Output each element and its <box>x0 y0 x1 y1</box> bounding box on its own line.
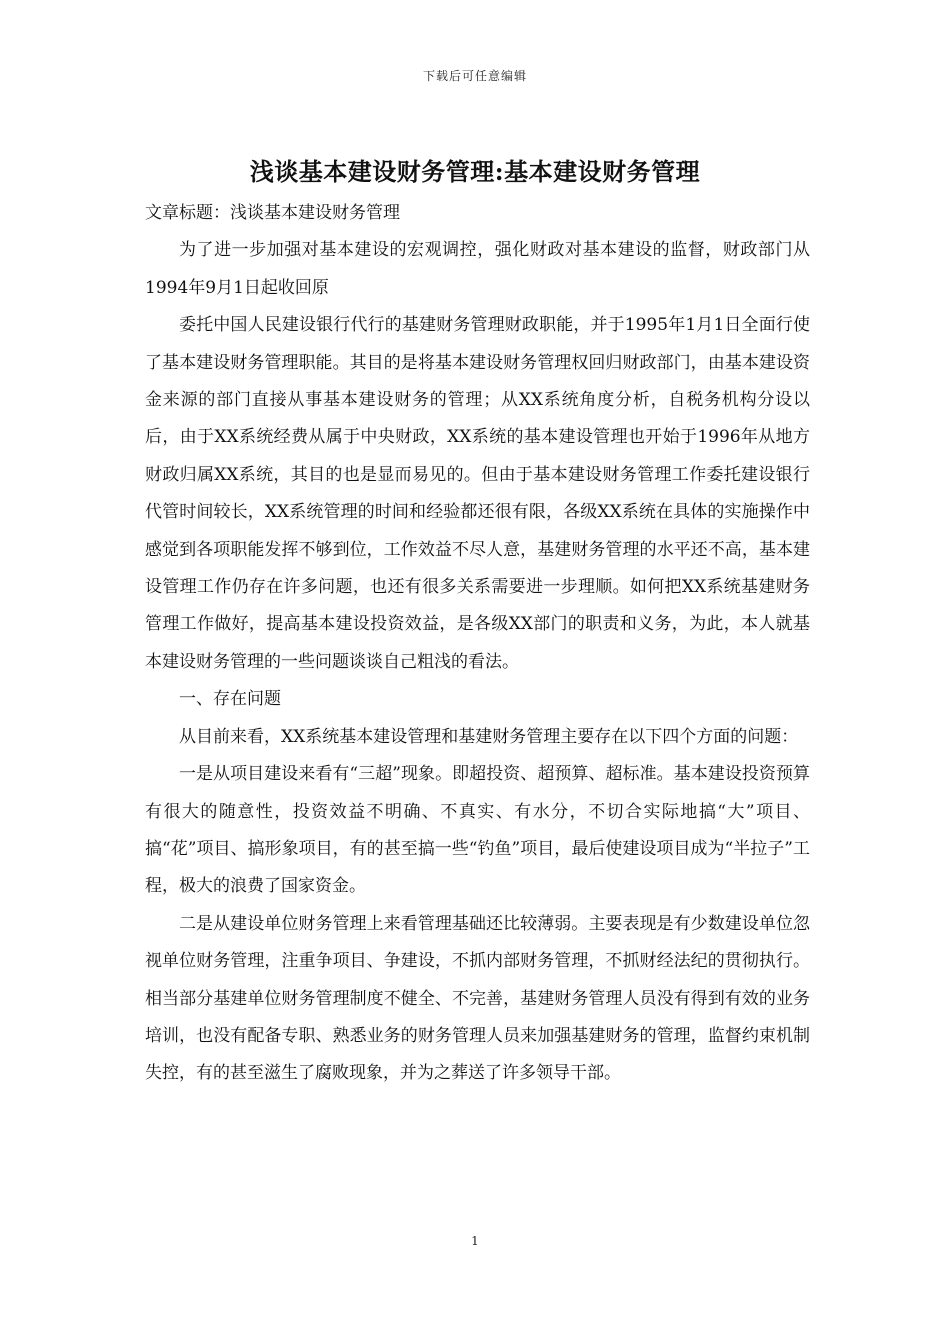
document-title: 浅谈基本建设财务管理:基本建设财务管理 <box>249 157 701 186</box>
page-header-note: 下载后可任意编辑 <box>422 69 527 83</box>
paragraph-background: 委托中国人民建设银行代行的基建财务管理财政职能，并于1995年1月1日全面行使了基本建设财务管理职能。其目的是将基本建设财务管理权回归财政部门，由基本建设资金来源的部门直接从事基本建设财务的管理；从XX系统角度分析，自税务机构分设以后，由于XX系统经费从属于中央财政，XX系统的基本建设管理也开始于1996年从地方财政归属XX系统，其目的也是显而易见的。但由于基本建设财务管理工作委托建设银行代管时间较长，XX系统管理的时间和经验都还很有限，各级XX系统在具体的实施操作中感觉到各项职能发挥不够到位，工作效益不尽人意，基建财务管理的水平还不高，基本建设管理工作仍存在许多问题，也还有很多关系需要进一步理顺。如何把XX系统基建财务管理工作做好，提高基本建设投资效益，是各级XX部门的职责和义务，为此，本人就基本建设财务管理的一些问题谈谈自己粗浅的看法。 <box>145 315 810 672</box>
article-title-line: 文章标题：浅谈基本建设财务管理 <box>145 203 400 223</box>
document-body <box>145 195 810 1093</box>
paragraph-problem-two: 二是从建设单位财务管理上来看管理基础还比较薄弱。主要表现是有少数建设单位忽视单位财务管理，注重争项目、争建设，不抓内部财务管理，不抓财经法纪的贯彻执行。相当部分基建单位财务管理制度不健全、不完善，基建财务管理人员没有得到有效的业务培训，也没有配备专职、熟悉业务的财务管理人员来加强基建财务的管理，监督约束机制失控，有的甚至滋生了腐败现象，并为之葬送了许多领导干部。 <box>145 913 810 1084</box>
page-number: 1 <box>471 1234 479 1248</box>
paragraph-problem-one: 一是从项目建设来看有“三超”现象。即超投资、超预算、超标准。基本建设投资预算有很大的随意性，投资效益不明确、不真实、有水分，不切合实际地搞“大”项目、搞“花”项目、搞形象项目，有的甚至搞一些“钓鱼”项目，最后使建设项目成为“半拉子”工程，极大的浪费了国家资金。 <box>145 764 810 897</box>
section-heading-problems: 一、存在问题 <box>179 689 281 710</box>
paragraph-intro: 为了进一步加强对基本建设的宏观调控，强化财政对基本建设的监督，财政部门从1994年9月1日起收回原 <box>145 240 810 298</box>
paragraph-problems-overview: 从目前来看，XX系统基本建设管理和基建财务管理主要存在以下四个方面的问题： <box>179 726 799 747</box>
